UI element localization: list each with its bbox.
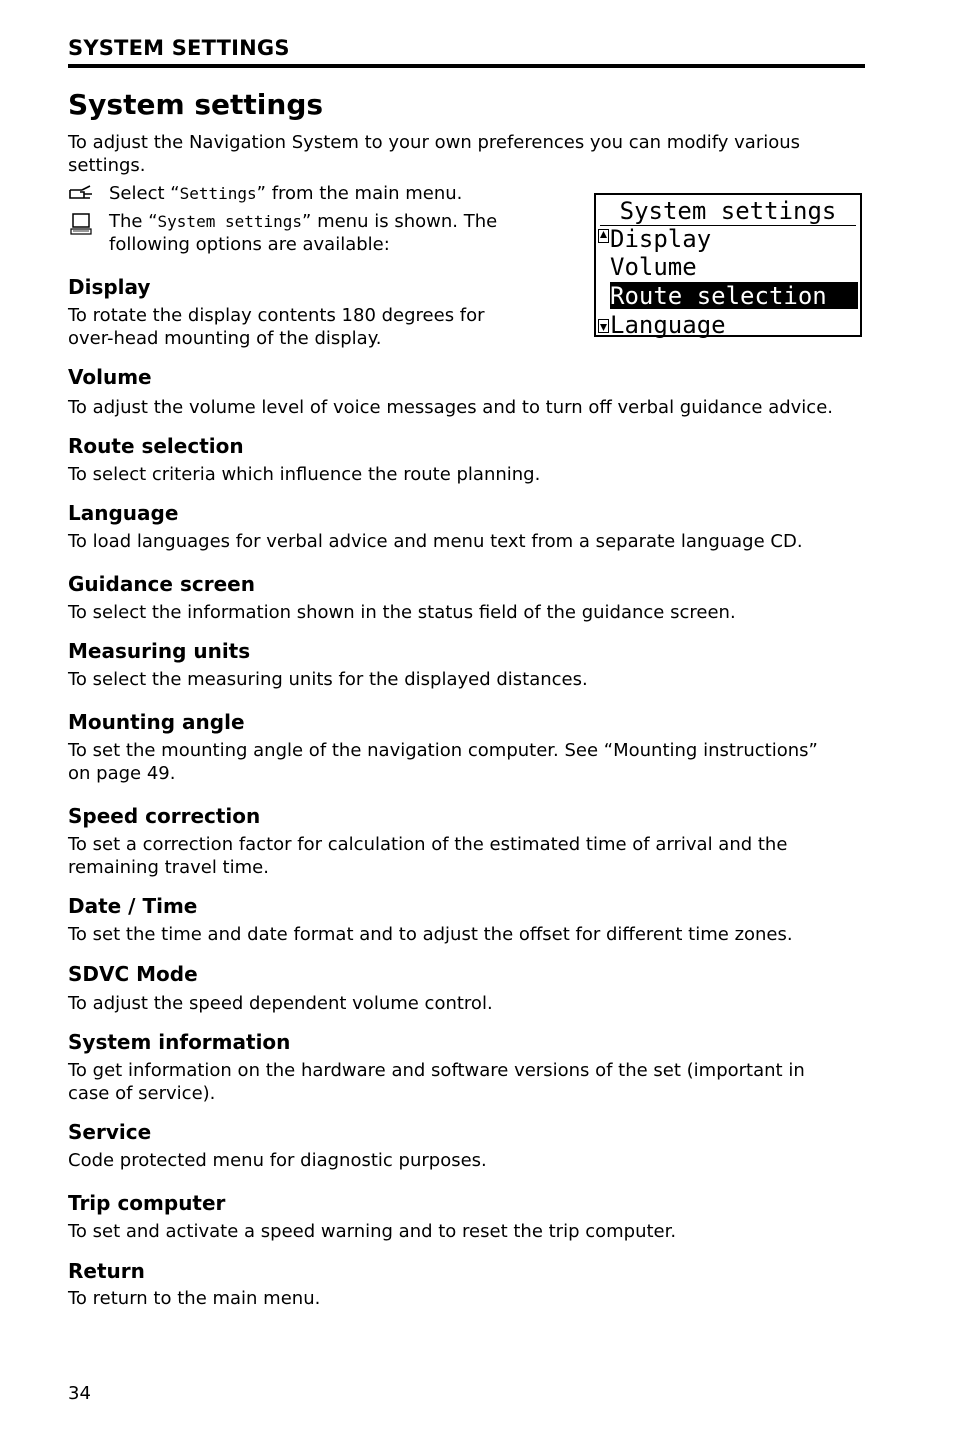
heading-trip-computer: Trip computer <box>68 1191 226 1215</box>
desc-language: To load languages for verbal advice and menu text from a separate language CD. <box>68 531 803 552</box>
scroll-up-icon <box>598 229 609 243</box>
desc-guidance-screen: To select the information shown in the status field of the guidance screen. <box>68 602 736 623</box>
heading-volume: Volume <box>68 365 152 389</box>
step2-post: ” menu is shown. The <box>302 211 498 232</box>
step-menu-shown <box>109 210 497 233</box>
page-number: 34 <box>68 1383 91 1404</box>
heading-return: Return <box>68 1259 145 1283</box>
heading-display: Display <box>68 275 151 299</box>
desc-speed-correction-2: remaining travel time. <box>68 857 269 878</box>
computer-display-icon <box>68 212 98 234</box>
desc-system-information-2: case of service). <box>68 1083 216 1104</box>
heading-service: Service <box>68 1120 152 1144</box>
desc-service: Code protected menu for diagnostic purposes. <box>68 1150 487 1171</box>
desc-measuring-units: To select the measuring units for the displayed distances. <box>68 669 588 690</box>
intro-line-2: settings. <box>68 155 146 176</box>
step2-pre: The “ <box>109 211 158 232</box>
heading-guidance-screen: Guidance screen <box>68 572 255 596</box>
screen-title: System settings <box>600 195 856 226</box>
screen-row-volume: Volume <box>610 253 697 281</box>
desc-mounting-angle-1: To set the mounting angle of the navigation computer. See “Mounting instructions” <box>68 740 818 761</box>
desc-speed-correction-1: To set a correction factor for calculation of the estimated time of arrival and the <box>68 834 788 855</box>
step-select-settings <box>109 182 462 205</box>
desc-route-selection: To select criteria which influence the route planning. <box>68 464 541 485</box>
step1-post: ” from the main menu. <box>256 183 463 204</box>
step2-line-2: following options are available: <box>109 234 390 255</box>
desc-date-time: To set the time and date format and to adjust the offset for different time zones. <box>68 924 793 945</box>
scroll-down-icon <box>598 319 609 333</box>
pointing-hand-icon <box>68 183 98 205</box>
desc-return: To return to the main menu. <box>68 1288 321 1309</box>
desc-trip-computer: To set and activate a speed warning and to reset the trip computer. <box>68 1221 677 1242</box>
step2-code: System settings <box>157 212 303 231</box>
desc-system-information-1: To get information on the hardware and software versions of the set (important in <box>68 1060 805 1081</box>
heading-sdvc-mode: SDVC Mode <box>68 962 198 986</box>
desc-display-1: To rotate the display contents 180 degrees for <box>68 305 485 326</box>
screen-row-language: Language <box>610 311 726 339</box>
desc-display-2: over-head mounting of the display. <box>68 328 382 349</box>
step1-code: Settings <box>179 184 257 203</box>
system-settings-screen <box>594 193 862 337</box>
step1-pre: Select “ <box>109 183 180 204</box>
page-title: System settings <box>68 88 324 121</box>
heading-route-selection: Route selection <box>68 434 244 458</box>
screen-row-route-selection: Route selection <box>610 282 858 309</box>
desc-volume: To adjust the volume level of voice messages and to turn off verbal guidance advice. <box>68 397 833 418</box>
intro-line-1: To adjust the Navigation System to your own preferences you can modify various <box>68 132 801 153</box>
desc-sdvc-mode: To adjust the speed dependent volume control. <box>68 993 493 1014</box>
heading-mounting-angle: Mounting angle <box>68 710 245 734</box>
screen-row-display: Display <box>610 225 712 253</box>
heading-speed-correction: Speed correction <box>68 804 261 828</box>
heading-system-information: System information <box>68 1030 291 1054</box>
heading-language: Language <box>68 501 179 525</box>
section-header: SYSTEM SETTINGS <box>68 34 865 68</box>
desc-mounting-angle-2: on page 49. <box>68 763 176 784</box>
heading-measuring-units: Measuring units <box>68 639 251 663</box>
heading-date-time: Date / Time <box>68 894 198 918</box>
